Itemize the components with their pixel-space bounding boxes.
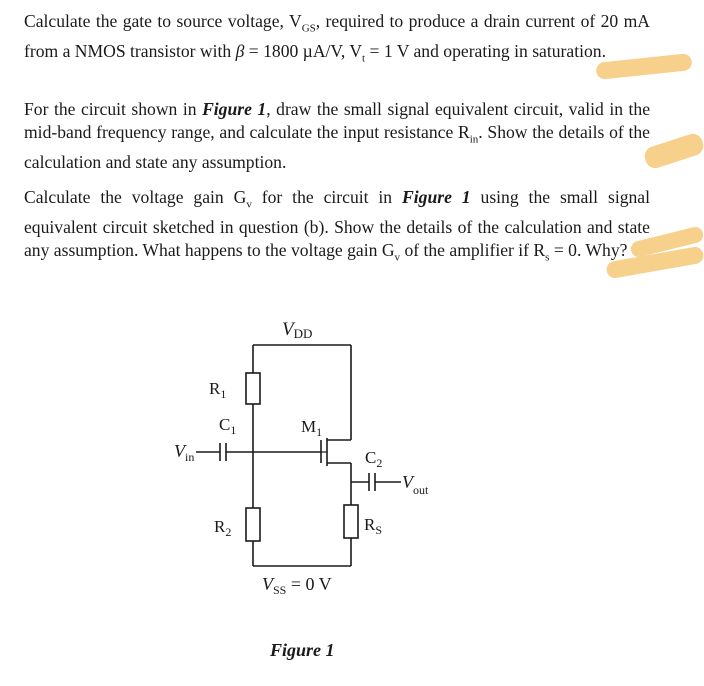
r2-label: $R_2$ bbox=[214, 517, 232, 539]
c2-label: $C_2$ bbox=[365, 448, 383, 470]
rs-label: $R_S$ bbox=[364, 515, 383, 537]
question-a-text: Calculate the gate to source voltage, $V_{GS}$, required to produce a drain current of 20 mA from a NMOS transistor with β = 1800 µA/V, $V_t = 1$ V and operating in saturation. bbox=[24, 11, 650, 65]
m1-label: $M_1$ bbox=[301, 417, 323, 439]
r1-label: $R_1$ bbox=[209, 379, 227, 401]
vin-label: $V_{in}$ bbox=[174, 441, 195, 464]
vdd-label: VDD bbox=[282, 319, 313, 341]
r1-resistor bbox=[246, 373, 260, 404]
c1-label: $C_1$ bbox=[219, 415, 237, 437]
vss-label: $V_{SS} = 0$ V bbox=[262, 574, 332, 597]
figure-caption: Figure 1 bbox=[270, 640, 335, 660]
vout-label: $V_{out}$ bbox=[402, 472, 429, 497]
rs-resistor bbox=[344, 505, 358, 538]
question-b-text: For the circuit shown in Figure 1, draw the small signal equivalent circuit, valid in the mid-band frequency range, and calculate the input resistance $R_{in}$. Show the details of the calculation and state any assumption. bbox=[24, 99, 651, 172]
r2-resistor bbox=[246, 508, 260, 541]
question-c-text: Calculate the voltage gain $G_v$ for the circuit in Figure 1 using the small signal equivalent circuit sketched in question (b). Show the details of the calculation and state any assumption. What happens to the voltage gain $G_v$ of the amplifier if $R_s = 0$. Why? bbox=[24, 187, 651, 264]
